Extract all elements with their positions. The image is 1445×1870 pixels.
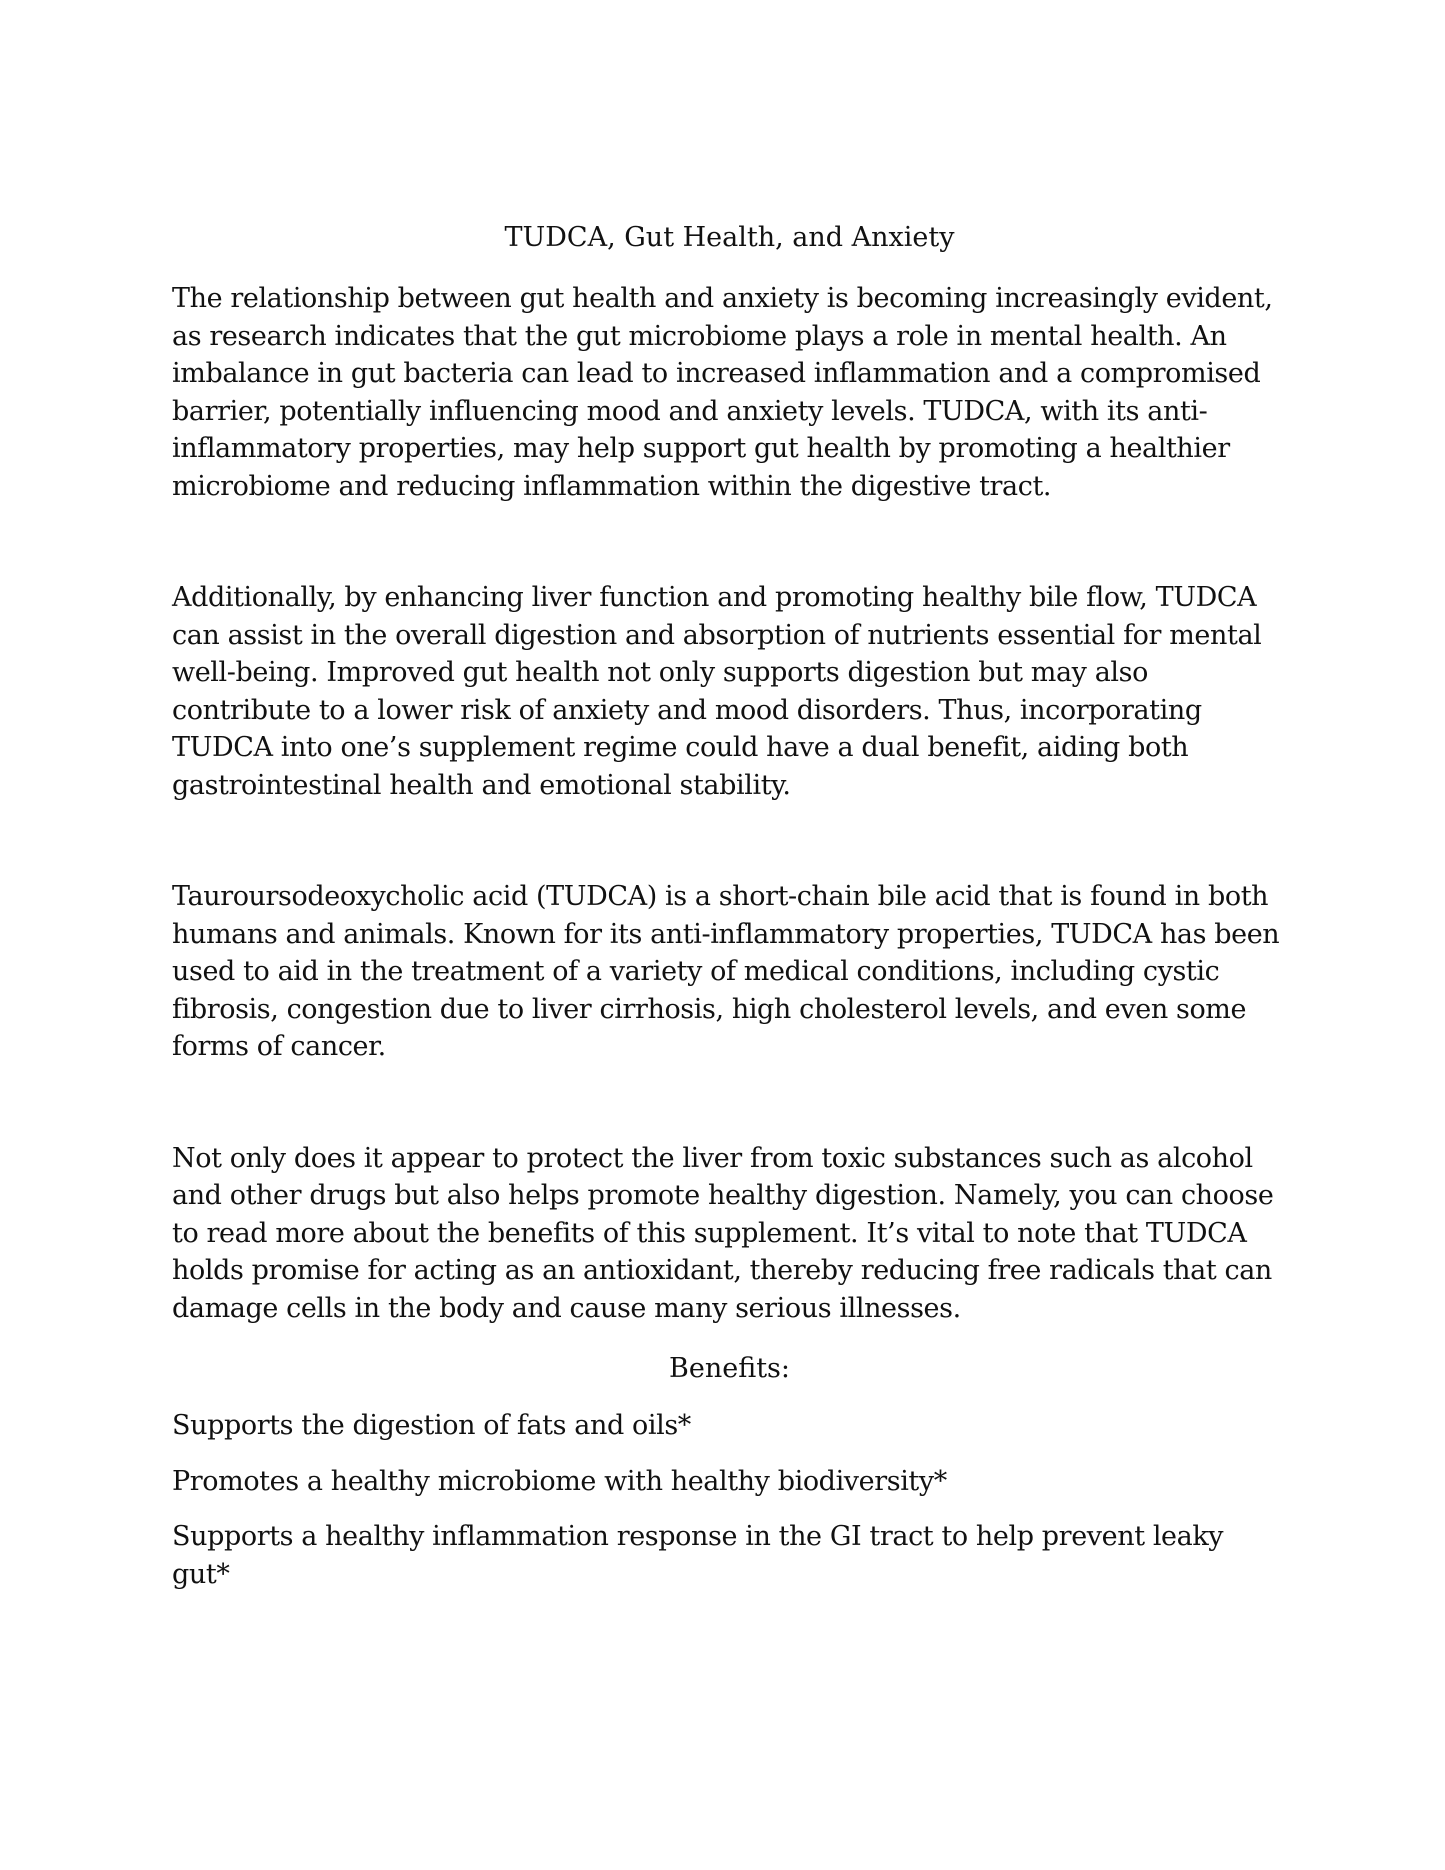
paragraph-liver-function: Additionally, by enhancing liver function and promoting healthy bile flow, TUDCA can assist in the overall digestion and absorption of nutrients essential for mental well-being. Improved gut health not only supports digestion but may also contribute to a lower risk of anxiety and mood disorders. Thus, incorporating TUDCA into one’s supplement regime could have a dual benefit, aiding both gastrointestinal health and emotional stability. (172, 582, 1262, 801)
document-body (172, 218, 1287, 1611)
paragraph-gut-anxiety: The relationship between gut health and anxiety is becoming increasingly evident, as research indicates that the gut microbiome plays a role in mental health. An imbalance in gut bacteria can lead to increased inflammation and a compromised barrier, potentially influencing mood and anxiety levels. TUDCA, with its anti-inflammatory properties, may help support gut health by promoting a healthier microbiome and reducing inflammation within the digestive tract. (172, 283, 1273, 502)
paragraph-tudca-definition: Tauroursodeoxycholic acid (TUDCA) is a short-chain bile acid that is found in both humans and animals. Known for its anti-inflammatory properties, TUDCA has been used to aid in the treatment of a variety of medical conditions, including cystic fibrosis, congestion due to liver cirrhosis, high cholesterol levels, and even some forms of cancer. (172, 881, 1280, 1062)
benefit-item-microbiome: Promotes a healthy microbiome with healthy biodiversity* (172, 1465, 947, 1497)
benefit-item-digestion: Supports the digestion of fats and oils* (172, 1410, 691, 1441)
document-title: TUDCA, Gut Health, and Anxiety (504, 222, 955, 253)
benefits-list (172, 1407, 1287, 1593)
paragraph-liver-protection: Not only does it appear to protect the liver from toxic substances such as alcohol and other drugs but also helps promote healthy digestion. Namely, you can choose to read more about the benefits of this supplement. It’s vital to note that TUDCA holds promise for acting as an antioxidant, thereby reducing free radicals that can damage cells in the body and cause many serious illnesses. (172, 1142, 1274, 1324)
benefit-item-inflammation: Supports a healthy inflammation response in the GI tract to help prevent leaky gut* (172, 1521, 1224, 1590)
benefits-heading: Benefits: (669, 1353, 790, 1384)
